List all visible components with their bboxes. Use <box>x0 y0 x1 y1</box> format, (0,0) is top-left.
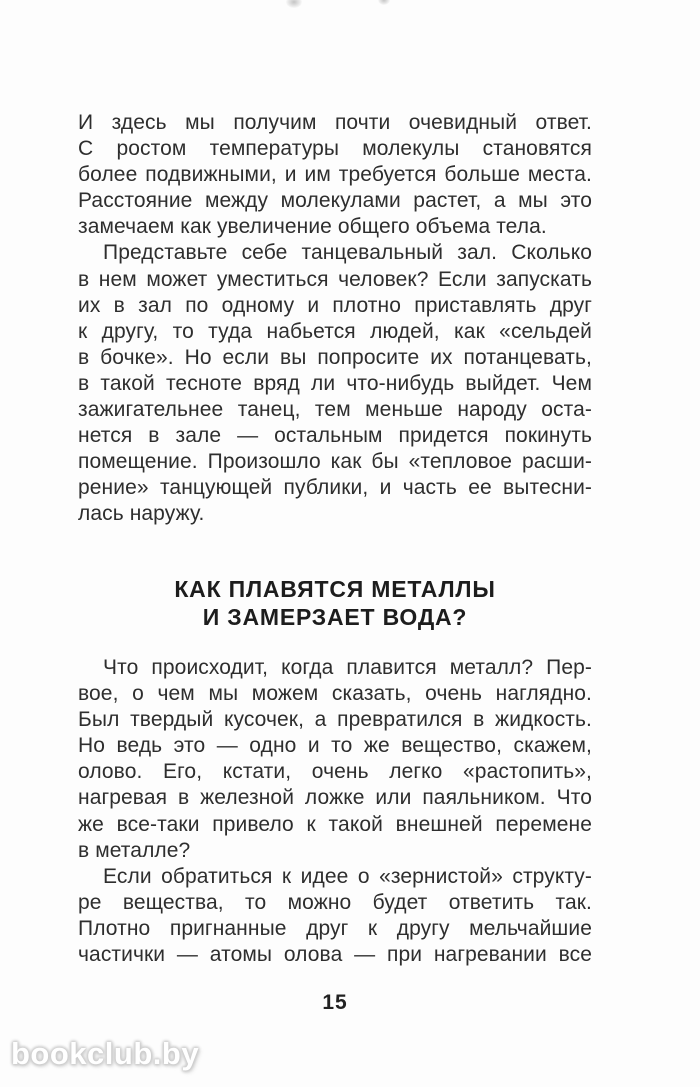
text-line: лась наружу. <box>78 502 205 526</box>
text-line: зажигательнее танец, тем меньше народу оста- <box>78 398 592 422</box>
text-line: их в зал по одному и плотно приставлять друг <box>78 293 592 317</box>
text-line: в металле? <box>78 838 191 862</box>
paragraph <box>78 655 592 864</box>
chapter-heading-line-1: КАК ПЛАВЯТСЯ МЕТАЛЛЫ <box>174 576 496 602</box>
paragraph <box>78 110 592 240</box>
text-line: к другу, то туда набьется людей, как «сельдей <box>78 319 592 343</box>
text-line: Плотно пригнанные друг к другу мельчайшие <box>78 916 592 940</box>
text-line: нагревая в железной ложке или паяльником. Что <box>78 786 592 810</box>
page-number: 15 <box>322 991 348 1014</box>
text-line: Но ведь это — одно и то же вещество, скажем, <box>78 734 592 758</box>
text-line: замечаем как увеличение общего объема тела. <box>78 215 547 239</box>
text-line: частички — атомы олова — при нагревании все <box>78 943 592 967</box>
body-text-block <box>78 655 592 968</box>
text-line: Был твердый кусочек, а превратился в жидкость. <box>78 708 592 732</box>
text-line: помещение. Произошло как бы «тепловое расши- <box>78 450 592 474</box>
text-line: С ростом температуры молекулы становятся <box>78 137 592 161</box>
chapter-heading-line-2: И ЗАМЕРЗАЕТ ВОДА? <box>202 604 468 630</box>
scan-artifact <box>286 0 302 8</box>
chapter-heading <box>78 575 592 631</box>
text-line: нется в зале — остальным придется покинуть <box>78 424 592 448</box>
intro-text-block <box>78 110 592 528</box>
text-line: Расстояние между молекулами растет, а мы это <box>78 189 592 213</box>
scan-artifact <box>378 0 390 5</box>
paragraph <box>78 240 592 527</box>
text-line: в такой тесноте вряд ли что-нибудь выйдет. Чем <box>78 371 592 395</box>
text-line: олово. Его, кстати, очень легко «растопить», <box>78 760 592 784</box>
text-line: в бочке». Но если вы попросите их потанцевать, <box>78 345 592 369</box>
text-line: же все-таки привело к такой внешней перемене <box>78 812 592 836</box>
text-line: в нем может уместиться человек? Если запускать <box>78 267 592 291</box>
text-line: Что происходит, когда плавится металл? Пер- <box>103 656 592 679</box>
paragraph <box>78 864 592 968</box>
text-line: Если обратиться к идее о «зернистой» структу- <box>103 864 592 888</box>
text-line: вое, о чем мы можем сказать, очень наглядно. <box>78 682 592 706</box>
text-line: более подвижными, и им требуется больше места. <box>78 163 592 187</box>
text-line: ре вещества, то можно будет ответить так. <box>78 890 592 914</box>
text-line: Представьте себе танцевальный зал. Сколько <box>103 241 592 265</box>
watermark: bookclub.by <box>11 1036 200 1071</box>
text-line: рение» танцующей публики, и часть ее вытесни- <box>78 476 592 500</box>
text-line: И здесь мы получим почти очевидный ответ. <box>78 111 592 134</box>
